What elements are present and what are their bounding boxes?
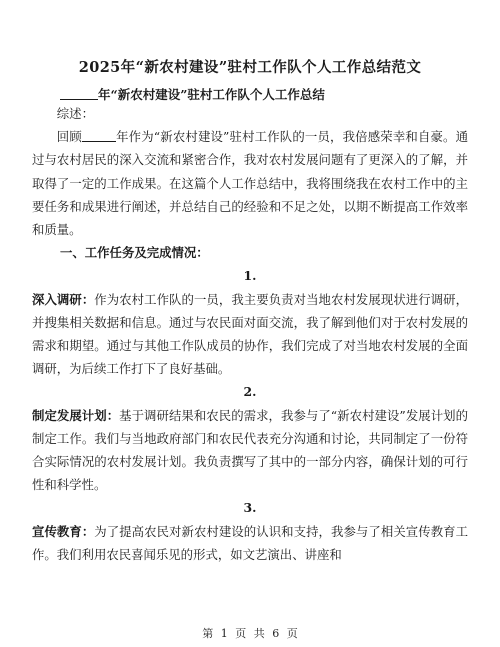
page-footer: 第 1 页 共 6 页 [202,627,298,640]
item-number: 3. [243,500,257,516]
item-text: 基于调研结果和农民的需求，我参与了“新农村建设”发展计划的制定工作。我们与当地政府部门和农民代表充分沟通和讨论，共同制定了一份符合实际情况的农村发展计划。我负责撰写了其中的一部分内容，确保计划的可行性和科学性。 [32,407,469,493]
item-text: 作为农村工作队的一员，我主要负责对当地农村发展现状进行调研，并搜集相关数据和信息。通过与农民面对面交流，我了解到他们对于农村发展的需求和期望。通过与其他工作队成员的协作，我们完成了对当地农村发展的全面调研，为后续工作打下了良好基础。 [32,291,469,377]
blank-underline [60,87,98,100]
blank-underline [82,130,116,142]
intro-paragraph [32,125,468,241]
intro-text-rest: 年作为“新农村建设”驻村工作队的一员，我倍感荣幸和自豪。通过与农村居民的深入交流和紧密合作，我对农村发展问题有了更深入的了解，并取得了一定的工作成果。在这篇个人工作总结中，我将围绕我在农村工作中的主要任务和成果进行阐述，并总结自己的经验和不足之处，以期不断提高工作效率和质量。 [32,129,469,238]
item-paragraph [32,404,468,497]
item-paragraph [32,288,468,381]
section-heading: 一、工作任务及完成情况： [60,245,209,261]
item-label: 深入调研： [32,291,95,307]
item-label: 宣传教育： [32,523,95,539]
item-number: 2. [243,384,257,400]
item-number: 1. [243,268,257,284]
document-subtitle [60,85,325,103]
item-paragraph [32,520,468,566]
document-title: 2025年“新农村建设”驻村工作队个人工作总结范文 [78,59,422,76]
item-text: 为了提高农民对新农村建设的认识和支持，我参与了相关宣传教育工作。我们利用农民喜闻乐见的形式，如文艺演出、讲座和 [32,523,469,562]
summary-label: 综述： [56,106,94,121]
item-label: 制定发展计划： [32,407,120,423]
document-body [32,102,468,566]
intro-text-start: 回顾 [56,129,82,145]
subtitle-text: 年“新农村建设”驻村工作队个人工作总结 [98,87,325,102]
